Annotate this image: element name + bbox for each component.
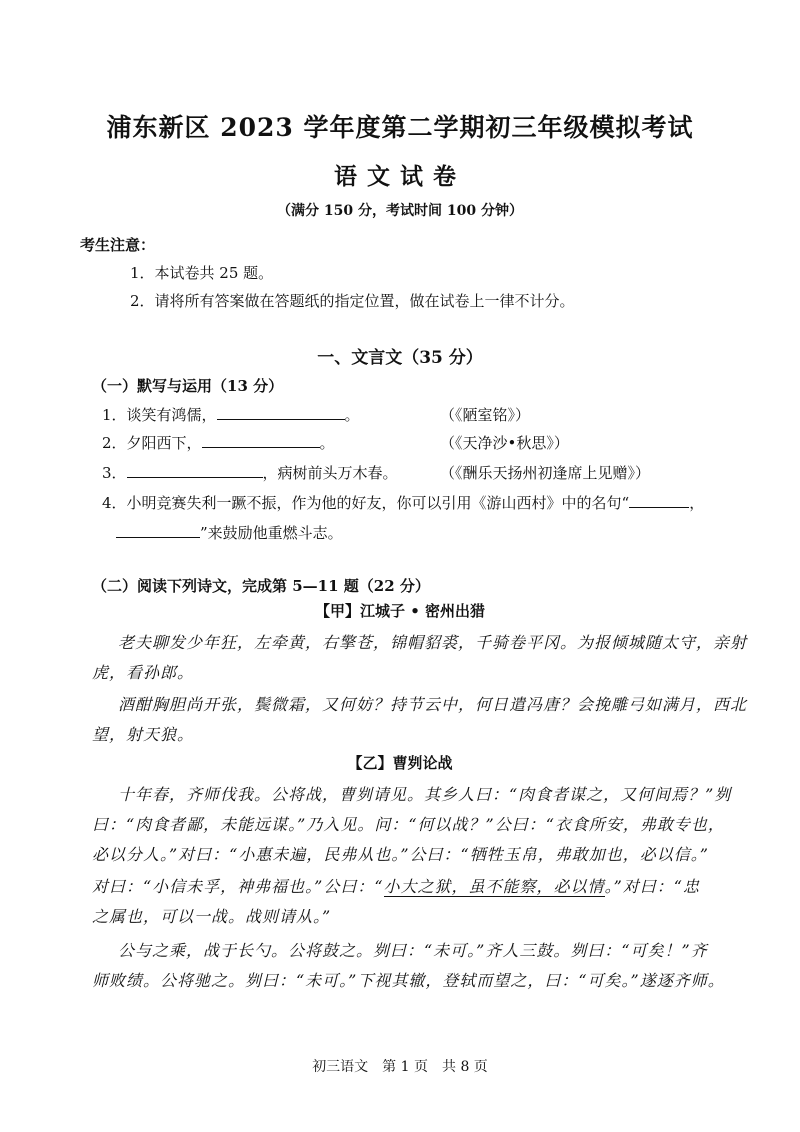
question-text: 。	[319, 434, 335, 452]
question-text: 2．夕阳西下，	[102, 434, 202, 452]
prose-title: 【乙】曹刿论战	[347, 754, 453, 772]
prose-text: 。”对曰：“忠	[604, 877, 700, 896]
answer-blank	[629, 493, 689, 508]
question-4-cont	[116, 522, 343, 543]
notice-heading: 考生注意：	[80, 236, 156, 254]
question-text: 4．小明竞赛失利一蹶不振，作为他的好友，你可以引用《游山西村》中的名句“	[102, 494, 630, 512]
answer-blank	[116, 523, 200, 538]
question-text: 1．谈笑有鸿儒，	[102, 406, 217, 424]
notice-item: 1．本试卷共 25 题。	[130, 264, 274, 282]
question-3	[102, 462, 398, 483]
prose-line: 师败绩。公将驰之。刿曰：“未可。”下视其辙，登轼而望之，曰：“可矣。”遂逐齐师。	[92, 971, 725, 990]
question-1	[102, 404, 360, 425]
part-heading: （二）阅读下列诗文，完成第 5—11 题（22 分）	[92, 577, 430, 595]
question-source: （《天净沙•秋思》）	[440, 434, 569, 452]
question-2	[102, 432, 335, 453]
prose-line: 之属也，可以一战。战则请从。”	[92, 907, 332, 926]
poem-line: 老夫聊发少年狂，左牵黄，右擎苍，锦帽貂裘，千骑卷平冈。为报倾城随太守，亲射	[118, 633, 748, 652]
exam-info: （满分 150 分，考试时间 100 分钟）	[277, 203, 523, 219]
question-4	[102, 492, 704, 513]
page-subtitle: 语文试卷	[334, 163, 466, 190]
answer-blank	[202, 433, 320, 448]
question-source: （《酬乐天扬州初逢席上见赠》）	[440, 464, 651, 482]
prose-line: 必以分人。”对曰：“小惠未遍，民弗从也。”公曰：“牺牲玉帛，弗敢加也，必以信。”	[92, 845, 709, 864]
page-footer: 初三语文 第 1 页 共 8 页	[312, 1059, 488, 1075]
page-title: 浦东新区 2023 学年度第二学期初三年级模拟考试	[106, 113, 694, 142]
question-text: ，	[689, 494, 705, 512]
part-heading: （一）默写与运用（13 分）	[92, 377, 284, 395]
prose-line: 十年春，齐师伐我。公将战，曹刿请见。其乡人曰：“肉食者谋之，又何间焉？”刿	[118, 785, 732, 804]
prose-line	[92, 874, 700, 897]
prose-line: 曰：“肉食者鄙，未能远谋。”乃入见。问：“何以战？”公曰：“衣食所安，弗敢专也，	[92, 815, 725, 834]
notice-item: 2．请将所有答案做在答题纸的指定位置，做在试卷上一律不计分。	[130, 292, 575, 310]
underlined-sentence: 小大之狱，虽不能察，必以情	[383, 877, 605, 896]
question-text: 。	[344, 406, 360, 424]
question-text: ”来鼓励他重燃斗志。	[200, 524, 343, 542]
poem-line: 酒酣胸胆尚开张，鬓微霜，又何妨？持节云中，何日遣冯唐？会挽雕弓如满月，西北	[118, 695, 748, 714]
poem-line: 望，射天狼。	[92, 725, 195, 744]
poem-line: 虎，看孙郎。	[92, 663, 195, 682]
poem-title: 【甲】江城子 • 密州出猎	[314, 602, 486, 620]
question-text: 3．	[102, 464, 127, 482]
answer-blank	[127, 463, 263, 478]
section-heading: 一、文言文（35 分）	[317, 348, 483, 368]
prose-line: 公与之乘，战于长勺。公将鼓之。刿曰：“未可。”齐人三鼓。刿曰：“可矣！”齐	[118, 941, 708, 960]
prose-text: 对曰：“小信未孚，神弗福也。”公曰：“	[92, 877, 384, 896]
question-source: （《陋室铭》）	[440, 406, 531, 424]
question-text: ，病树前头万木春。	[262, 464, 398, 482]
answer-blank	[217, 405, 345, 420]
